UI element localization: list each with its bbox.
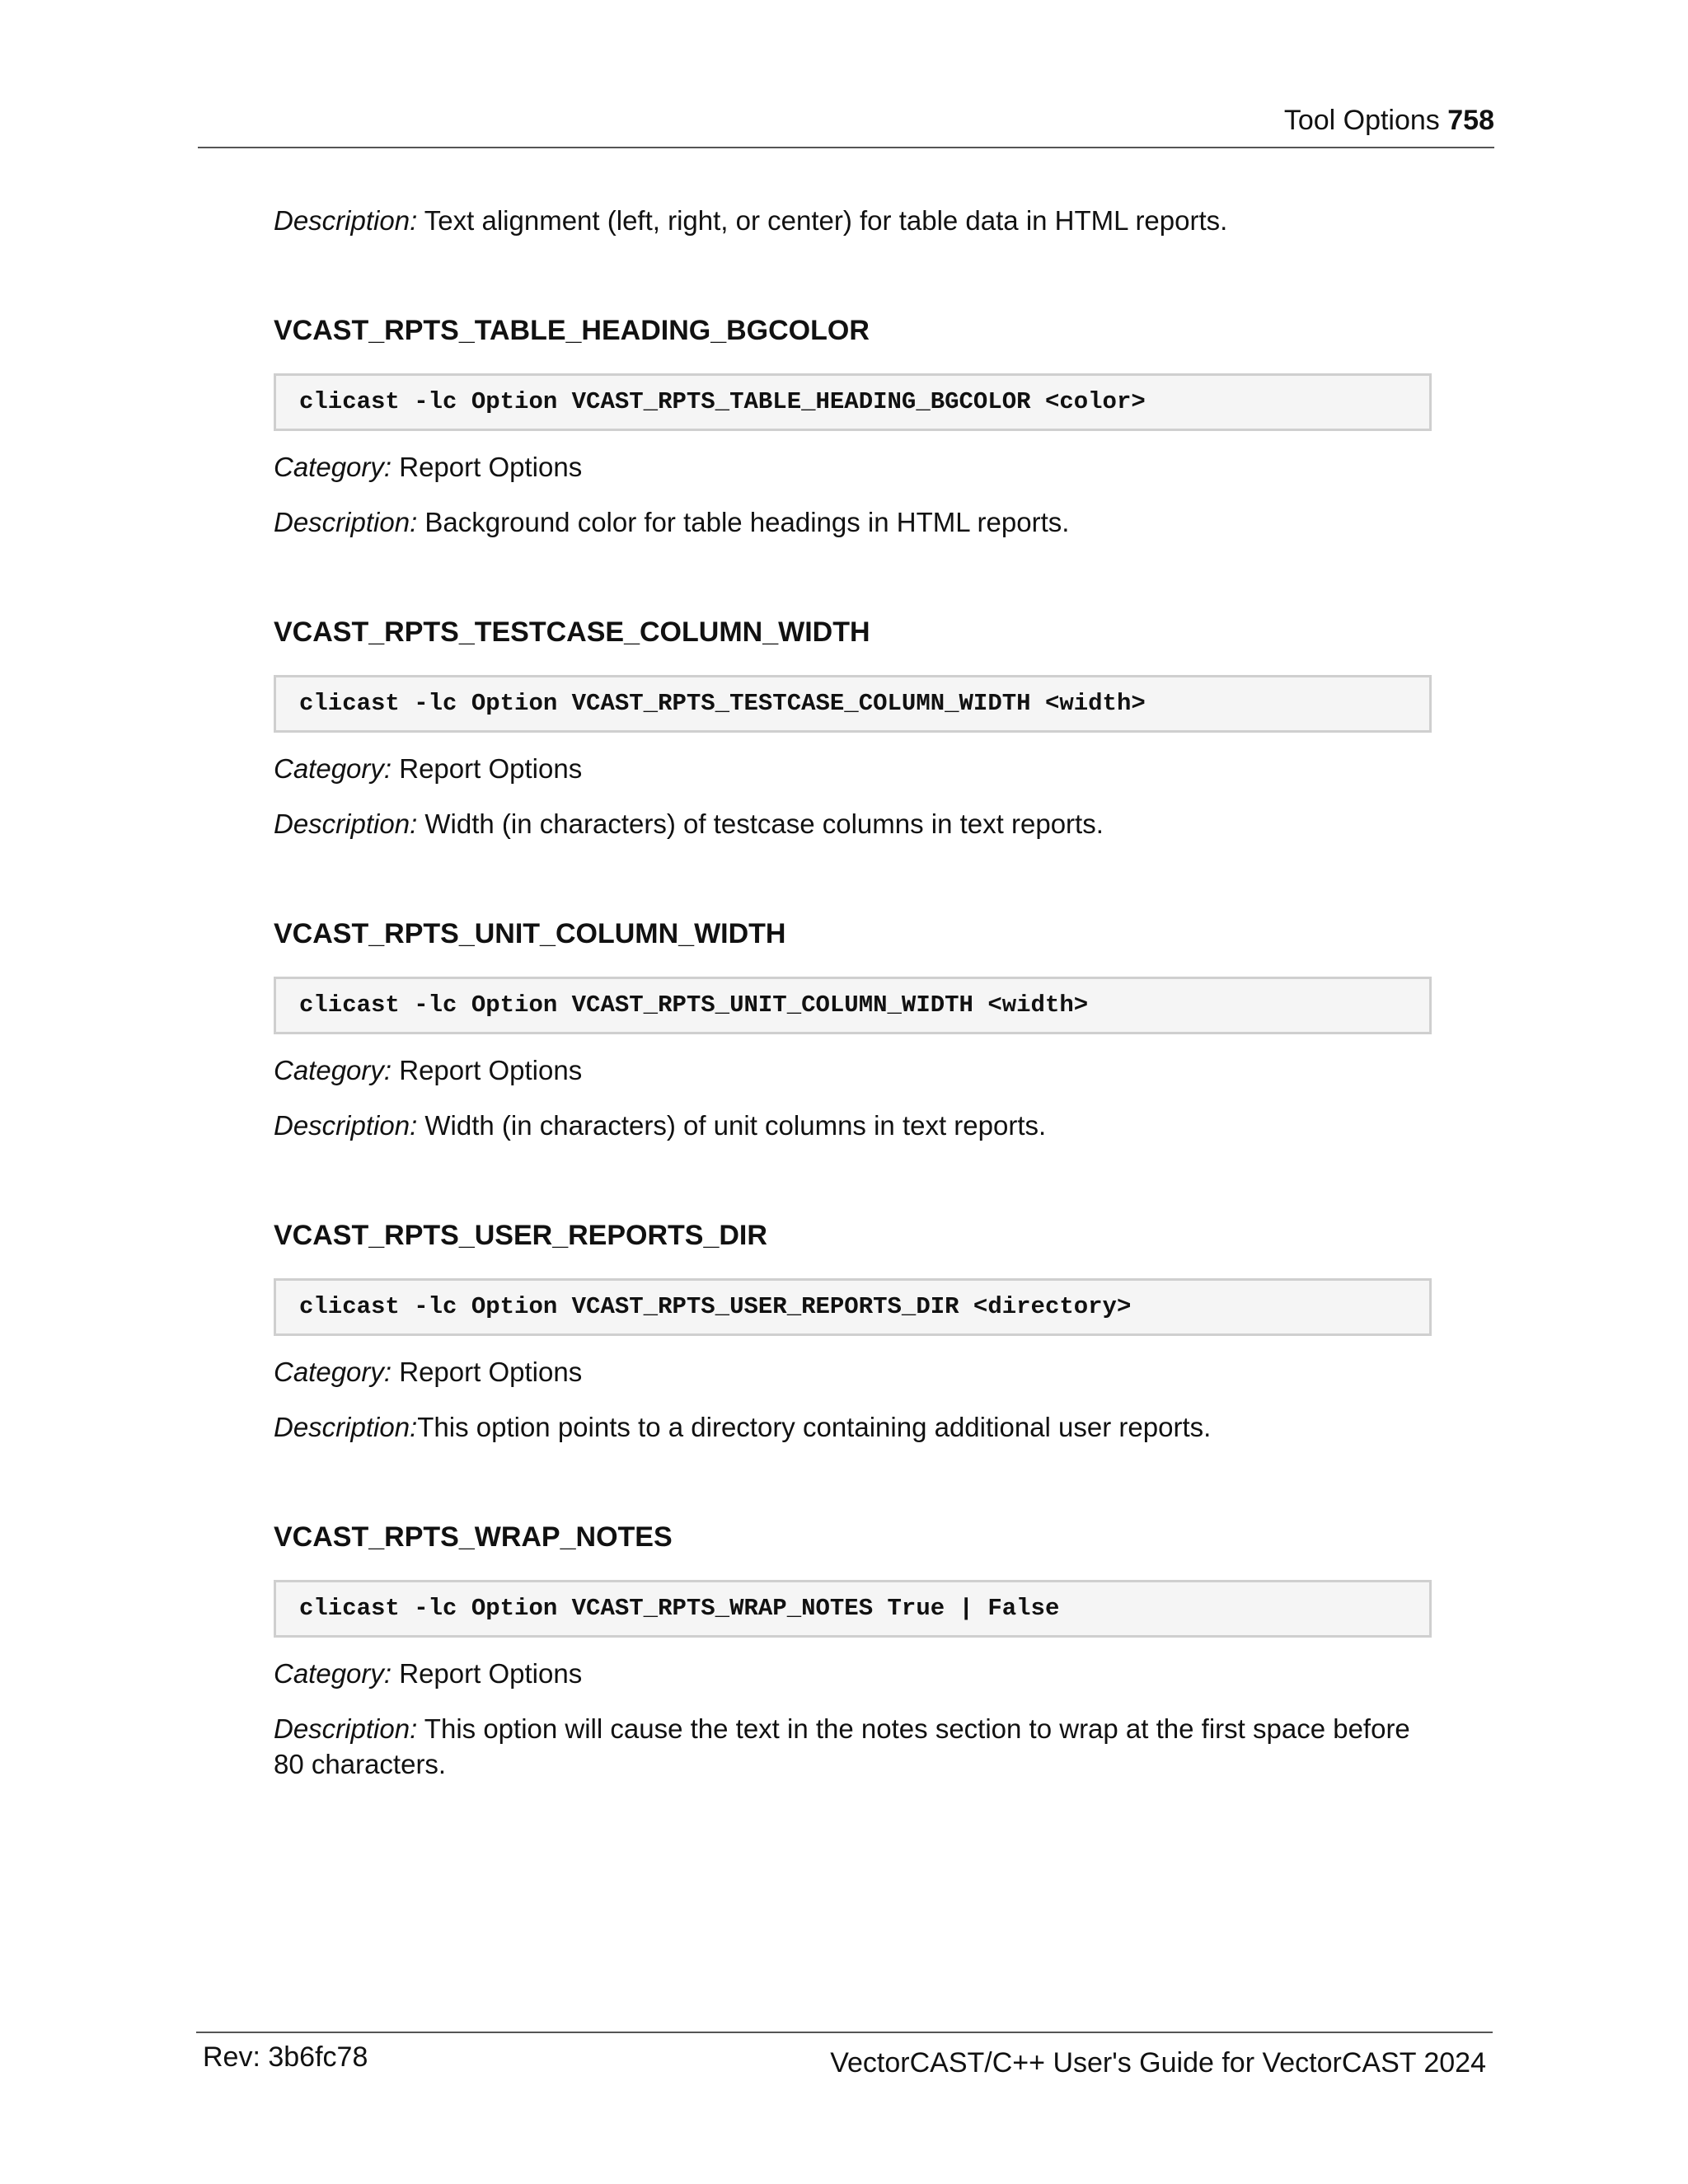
category-value: Report Options bbox=[392, 1658, 583, 1689]
command-code-block: clicast -lc Option VCAST_RPTS_WRAP_NOTES True | False bbox=[274, 1580, 1432, 1638]
command-code-block: clicast -lc Option VCAST_RPTS_UNIT_COLUMN_WIDTH <width> bbox=[274, 977, 1432, 1034]
category-label: Category: bbox=[274, 452, 392, 482]
category-label: Category: bbox=[274, 1658, 392, 1689]
command-code-block: clicast -lc Option VCAST_RPTS_USER_REPORTS_DIR <directory> bbox=[274, 1278, 1432, 1336]
option-heading: VCAST_RPTS_WRAP_NOTES bbox=[274, 1521, 673, 1553]
category-value: Report Options bbox=[392, 753, 583, 784]
description-line bbox=[274, 1108, 1432, 1143]
category-label: Category: bbox=[274, 753, 392, 784]
category-value: Report Options bbox=[392, 1357, 583, 1387]
category-line bbox=[274, 449, 1432, 485]
category-line bbox=[274, 1354, 1432, 1390]
option-entry bbox=[274, 616, 1432, 841]
category-line bbox=[274, 1656, 1432, 1691]
description-text: Background color for table headings in HTML reports. bbox=[417, 507, 1070, 537]
description-label: Description: bbox=[274, 1412, 418, 1442]
description-line bbox=[274, 806, 1432, 841]
command-code-block: clicast -lc Option VCAST_RPTS_TABLE_HEADING_BGCOLOR <color> bbox=[274, 373, 1432, 431]
description-label: Description: bbox=[274, 507, 418, 537]
description-line bbox=[274, 504, 1432, 540]
category-value: Report Options bbox=[392, 1055, 583, 1085]
option-heading: VCAST_RPTS_TESTCASE_COLUMN_WIDTH bbox=[274, 616, 870, 648]
description-text: This option will cause the text in the notes section to wrap at the first space before 80 characters. bbox=[274, 1713, 1410, 1779]
description-label: Description: bbox=[274, 1713, 418, 1744]
description-text: Width (in characters) of unit columns in text reports. bbox=[417, 1110, 1047, 1141]
description-text: Width (in characters) of testcase columns in text reports. bbox=[417, 808, 1104, 839]
category-value: Report Options bbox=[392, 452, 583, 482]
page-header bbox=[198, 104, 1494, 148]
description-line bbox=[274, 1711, 1432, 1782]
intro-description bbox=[274, 203, 1432, 238]
option-heading: VCAST_RPTS_UNIT_COLUMN_WIDTH bbox=[274, 918, 786, 949]
description-text: This option points to a directory containing additional user reports. bbox=[417, 1412, 1212, 1442]
option-entry bbox=[274, 917, 1432, 1143]
description-line bbox=[274, 1409, 1432, 1445]
category-line bbox=[274, 1052, 1432, 1088]
page-content bbox=[274, 203, 1432, 1782]
description-label: Description: bbox=[274, 205, 418, 236]
option-entry bbox=[274, 1219, 1432, 1445]
command-code-block: clicast -lc Option VCAST_RPTS_TESTCASE_COLUMN_WIDTH <width> bbox=[274, 675, 1432, 733]
option-entry bbox=[274, 314, 1432, 540]
category-line bbox=[274, 751, 1432, 786]
description-label: Description: bbox=[274, 808, 418, 839]
footer-revision: Rev: 3b6fc78 bbox=[203, 2041, 368, 2073]
footer-divider bbox=[196, 2032, 1493, 2033]
option-heading: VCAST_RPTS_USER_REPORTS_DIR bbox=[274, 1220, 767, 1251]
option-entry bbox=[274, 1521, 1432, 1782]
option-heading: VCAST_RPTS_TABLE_HEADING_BGCOLOR bbox=[274, 315, 870, 346]
description-text: Text alignment (left, right, or center) for table data in HTML reports. bbox=[417, 205, 1228, 236]
page-number: 758 bbox=[1447, 105, 1494, 136]
description-label: Description: bbox=[274, 1110, 418, 1141]
category-label: Category: bbox=[274, 1055, 392, 1085]
footer-guide-title: VectorCAST/C++ User's Guide for VectorCAST 2024 bbox=[830, 2047, 1486, 2079]
header-section-title: Tool Options bbox=[1283, 105, 1440, 136]
category-label: Category: bbox=[274, 1357, 392, 1387]
